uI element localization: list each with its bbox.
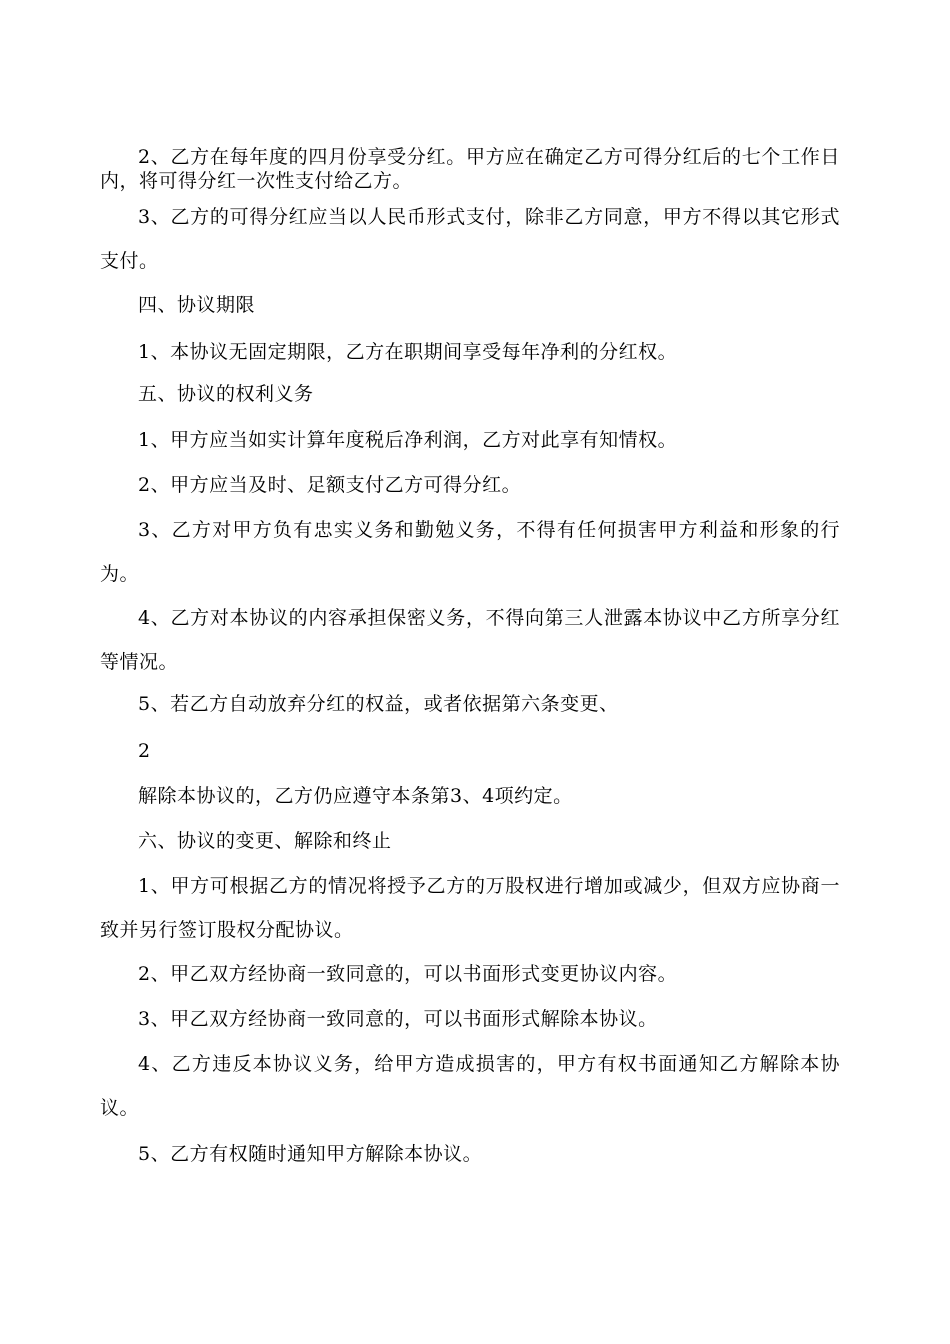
paragraph-dividend-currency: 3、乙方的可得分红应当以人民币形式支付，除非乙方同意，甲方不得以其它形式支付。 xyxy=(100,206,840,272)
paragraph-change-2: 2、甲乙双方经协商一致同意的，可以书面形式变更协议内容。 xyxy=(138,963,678,985)
paragraph-change-3: 3、甲乙双方经协商一致同意的，可以书面形式解除本协议。 xyxy=(138,1008,658,1030)
paragraph-change-4: 4、乙方违反本协议义务，给甲方造成损害的，甲方有权书面通知乙方解除本协议。 xyxy=(100,1053,840,1119)
paragraph-rights-5-continued: 解除本协议的，乙方仍应遵守本条第3、4项约定。 xyxy=(138,785,573,807)
paragraph-dividend-timing: 2、乙方在每年度的四月份享受分红。甲方应在确定乙方可得分红后的七个工作日内，将可得分红一次性支付给乙方。 xyxy=(100,146,840,192)
paragraph-rights-5: 5、若乙方自动放弃分红的权益，或者依据第六条变更、 xyxy=(138,693,619,715)
paragraph-rights-1: 1、甲方应当如实计算年度税后净利润，乙方对此享有知情权。 xyxy=(138,429,678,451)
heading-agreement-term: 四、协议期限 xyxy=(138,294,256,316)
paragraph-rights-4: 4、乙方对本协议的内容承担保密义务，不得向第三人泄露本协议中乙方所享分红等情况。 xyxy=(100,607,840,673)
heading-change-termination: 六、协议的变更、解除和终止 xyxy=(138,830,392,852)
paragraph-rights-2: 2、甲方应当及时、足额支付乙方可得分红。 xyxy=(138,474,522,496)
paragraph-term-1: 1、本协议无固定期限，乙方在职期间享受每年净利的分红权。 xyxy=(138,341,678,363)
heading-rights-obligations: 五、协议的权利义务 xyxy=(138,383,314,405)
paragraph-change-5: 5、乙方有权随时通知甲方解除本协议。 xyxy=(138,1143,483,1165)
page-number: 2 xyxy=(138,740,151,762)
paragraph-change-1: 1、甲方可根据乙方的情况将授予乙方的万股权进行增加或减少，但双方应协商一致并另行签订股权分配协议。 xyxy=(100,875,840,941)
paragraph-rights-3: 3、乙方对甲方负有忠实义务和勤勉义务，不得有任何损害甲方利益和形象的行为。 xyxy=(100,519,840,585)
